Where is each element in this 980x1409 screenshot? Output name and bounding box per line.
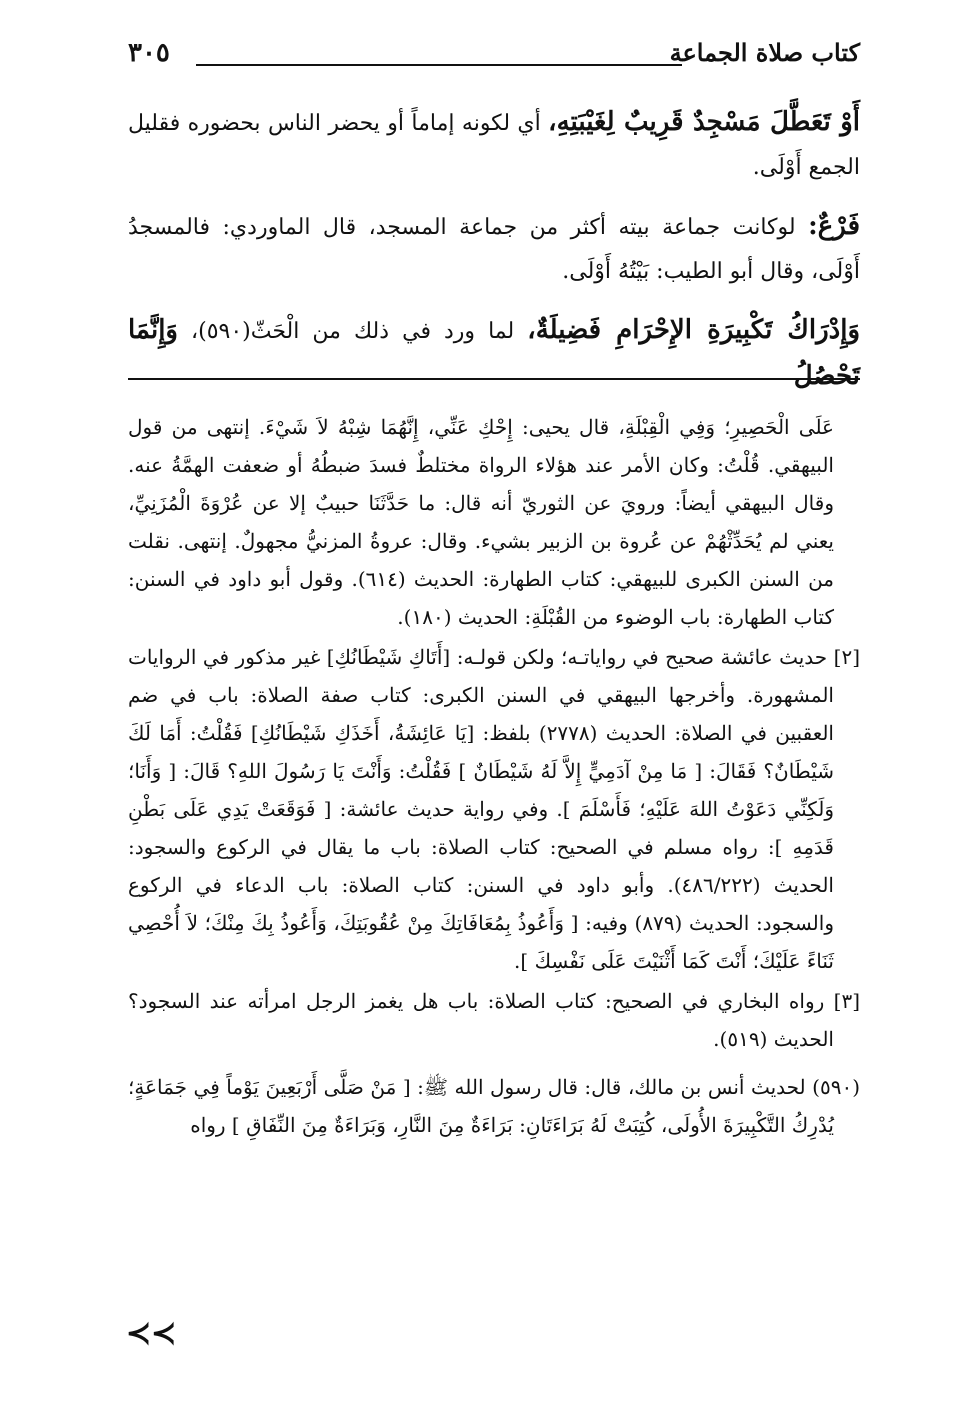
continuation-mark: ≺≺ xyxy=(126,1316,177,1351)
paragraph-2 xyxy=(128,204,860,294)
far-heading: فَرْعٌ: xyxy=(808,211,860,241)
main-text xyxy=(128,100,860,414)
matn-phrase: وَإِدْرَاكُ تَكْبِيرَةِ الإِحْرَامِ فَضِيلَةٌ، xyxy=(527,315,861,345)
running-header xyxy=(128,34,860,74)
header-rule xyxy=(196,64,682,66)
paragraph-3 xyxy=(128,308,860,400)
sharh-text: أي لكونه إماماً أو يحضر الناس بحضوره فقليل الجمع أَوْلَى. xyxy=(128,111,860,180)
page-number: ٣٠٥ xyxy=(128,38,170,68)
paragraph-1 xyxy=(128,100,860,190)
footnotes xyxy=(128,408,860,1146)
footnote-2: [٢] حديث عائشة صحيح في رواياتـه؛ ولكن قولـه: [أَتَاكِ شَيْطَانُكِ] غير مذكور في الروايات المشهورة. وأخرجها البيهقي في السنن الكبرى: كتاب صفة الصلاة: باب في ضم العقبين في الصلاة: الحديث (٢٧٧٨) بلفظ: [يَا عَائِشَةُ، أَخَذَكِ شَيْطَانُكِ] فَقُلْتُ: أَمَا لَكَ شَيْطَانٌ؟ فَقَالَ: [ مَا مِنْ آدَمِيٍّ إِلاَّ لَهُ شَيْطَانٌ ] فَقُلْتُ: وَأَنْتَ يَا رَسُولَ اللهِ؟ قَالَ: [ وَأَنَا؛ وَلَكِنِّي دَعَوْتُ اللهَ عَلَيْهِ؛ فَأَسْلَمَ ]. وفي رواية حديث عائشة: [ فَوَقَعَتْ يَدِي عَلَى بَطْنِ قَدَمِهِ ]: رواه مسلم في الصحيح: كتاب الصلاة: باب ما يقال في الركوع والسجود: الحديث (٤٨٦/٢٢٢). وأبو داود في السنن: كتاب الصلاة: باب الدعاء في الركوع والسجود: الحديث (٨٧٩) وفيه: [ وَأَعُوذُ بِمُعَافَاتِكَ مِنْ عُقُوبَتِكَ، وَأَعُوذُ بِكَ مِنْكَ؛ لاَ أُحْصِي ثَنَاءً عَلَيْكَ؛ أَنْتَ كَمَا أَثْنَيْتَ عَلَى نَفْسِكَ ]. xyxy=(128,645,860,973)
sharh-text: لما ورد في ذلك من الْحَثّ(٥٩٠)، xyxy=(177,319,528,344)
sharh-text: لوكانت جماعة بيته أكثر من جماعة المسجد، قال الماوردي: فالمسجدُ أَوْلَى، وقال أبو الطيب: بَيْتُهُ أَوْلَى. xyxy=(128,215,860,284)
matn-phrase: أَوْ تَعَطَّلَ مَسْجِدٌ قَرِيبٌ لِغَيْبَتِهِ، xyxy=(548,107,860,137)
footnote-590: (٥٩٠) لحديث أنس بن مالك، قال: قال رسول الله ﷺ: [ مَنْ صَلَّى أَرْبَعِينَ يَوْماً فِي جَمَاعَةٍ؛ يُدْرِكُ التَّكْبِيرَةَ الأُولَى، كُتِبَتْ لَهُ بَرَاءَتَانِ: بَرَاءَةٌ مِنَ النَّارِ، وَبَرَاءَةٌ مِنَ النِّفَاقِ ] رواه xyxy=(128,1075,860,1137)
footnote-continuation: عَلَى الْحَصِيرِ؛ وَفِي الْقِبْلَةِ، قال يحيى: إِحْكِ عَنِّي، إِنَّهُمَا شِبْهُ لاَ شَيْءَ. إنتهى من قول البيهقي. قُلْتُ: وكان الأمر عند هؤلاء الرواة مختلطٌ فسدَ ضبطُهُ أو ضعفت الهمَّةُ عنه. وقال البيهقي أيضاً: ورويَ عن الثوريّ أنه قال: ما حَدَّثَنَا حبيبٌ إلا عن عُرْوَةَ الْمُزَنِيِّ، يعني لم يُحَدِّثْهُمْ عن عُروة بن الزبير بشيء. وقال: عروةُ المزنيُّ مجهولٌ. إنتهى. نقلت من السنن الكبرى للبيهقي: كتاب الطهارة: الحديث (٦١٤). وقول أبو داود في السنن: كتاب الطهارة: باب الوضوء من القُبْلَةِ: الحديث (١٨٠). xyxy=(128,415,834,629)
footnote-separator xyxy=(128,378,860,380)
matn-phrase: وَإِنَّمَا تَحْصُلُ xyxy=(128,315,860,391)
chapter-title: كتاب صلاة الجماعة xyxy=(669,38,860,67)
footnote-3: [٣] رواه البخاري في الصحيح: كتاب الصلاة: باب هل يغمز الرجل امرأته عند السجود؟ الحديث (٥١٩). xyxy=(128,989,860,1051)
